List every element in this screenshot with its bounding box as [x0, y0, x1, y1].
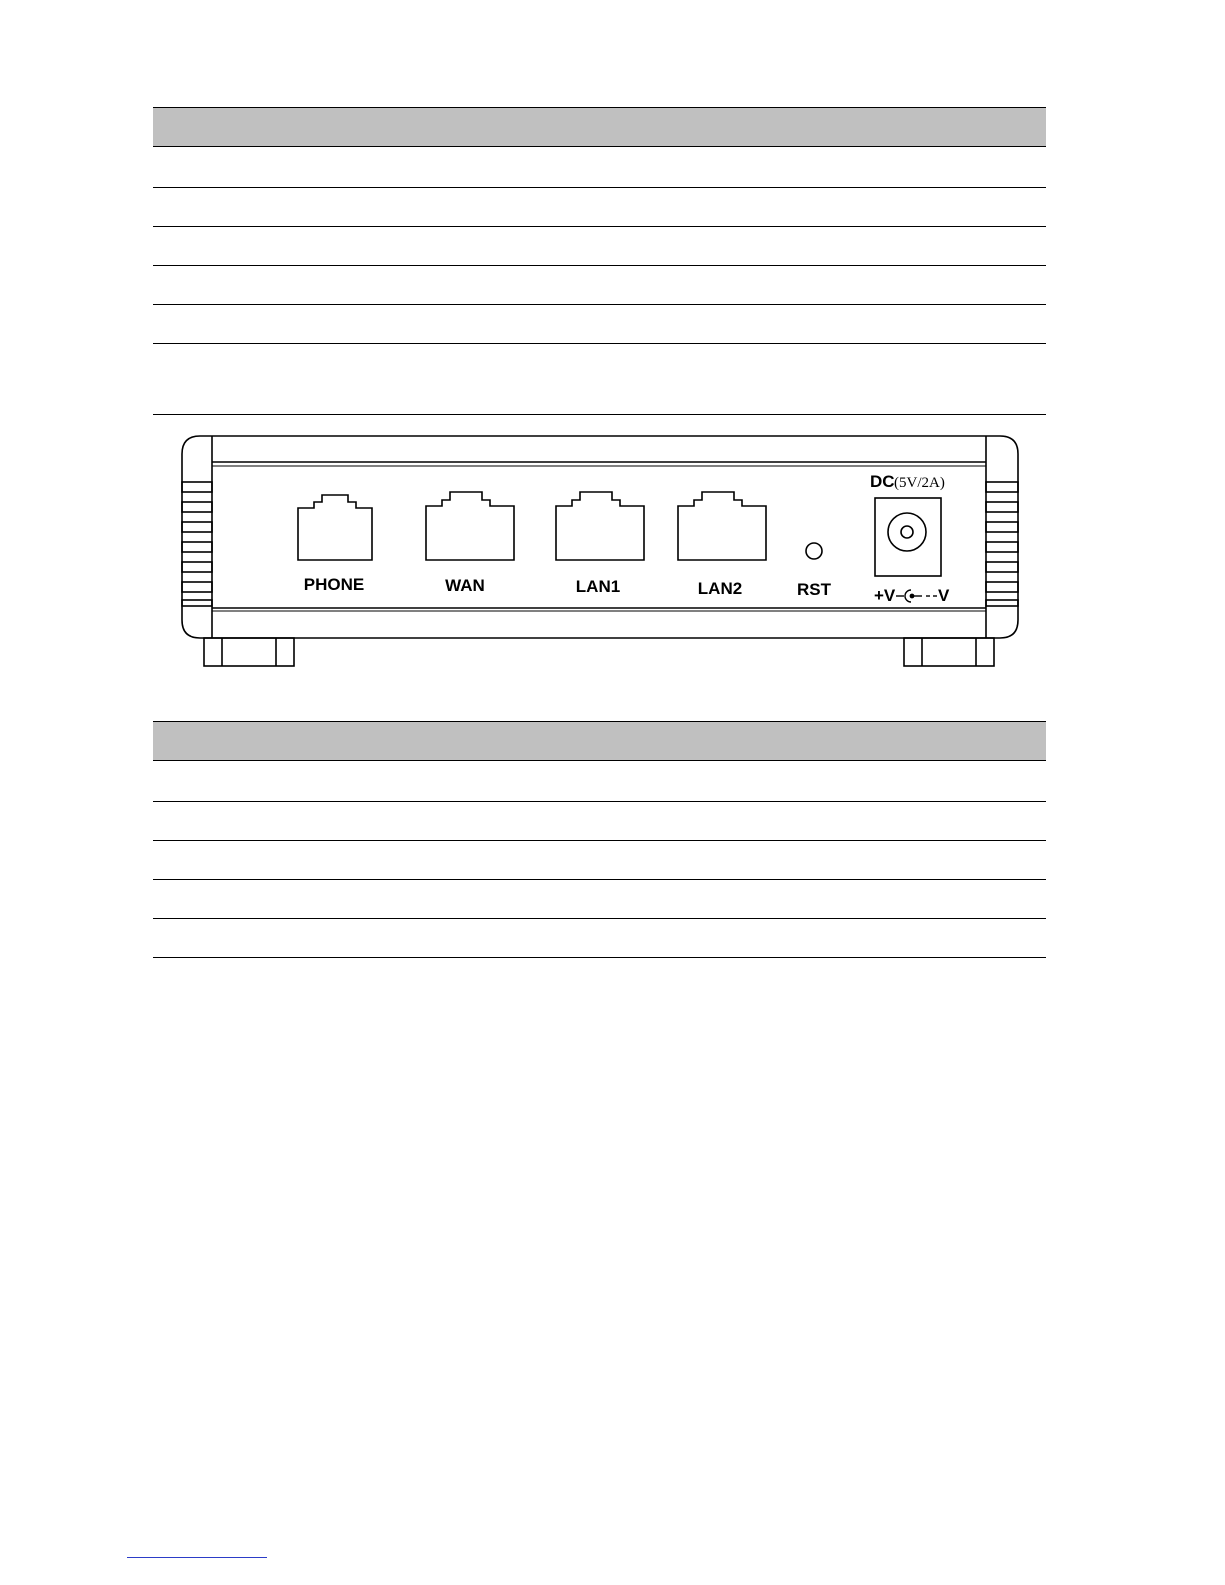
table-1-header [153, 107, 1046, 147]
table-row [153, 188, 1046, 227]
table-row [153, 147, 1046, 188]
polarity-symbol [874, 586, 950, 605]
table-2-header [153, 721, 1046, 761]
polarity-minus-label: V [938, 586, 950, 605]
reset-label: RST [797, 580, 831, 599]
lan1-port-label: LAN1 [575, 577, 621, 596]
right-vent-slots [986, 482, 1018, 606]
table-row [153, 305, 1046, 344]
table-row [153, 266, 1046, 305]
table-row [153, 802, 1046, 841]
left-vent-slots [182, 482, 212, 606]
power-rating-label: (5V/2A) [894, 475, 945, 491]
table-row [153, 919, 1046, 958]
dc-label: DC [870, 472, 895, 491]
phone-port-icon [298, 495, 372, 560]
table-row [153, 227, 1046, 266]
table-row [153, 880, 1046, 919]
right-foot [904, 638, 994, 666]
table-row [153, 344, 1046, 415]
polarity-plus-label: +V [874, 586, 896, 605]
table-row [153, 761, 1046, 802]
lan2-port-icon [678, 492, 766, 560]
footer-rule [127, 1557, 267, 1558]
wan-port-label: WAN [445, 576, 485, 595]
phone-port-label: PHONE [303, 575, 365, 594]
lan2-port-label: LAN2 [697, 579, 743, 598]
left-foot [204, 638, 294, 666]
device-rear-panel-diagram [176, 432, 1024, 674]
table-1 [153, 107, 1046, 415]
table-2 [153, 721, 1046, 958]
reset-button-icon [806, 543, 822, 559]
dc-power-jack-icon [875, 498, 941, 576]
wan-port-icon [426, 492, 514, 560]
table-row [153, 841, 1046, 880]
lan1-port-icon [556, 492, 644, 560]
